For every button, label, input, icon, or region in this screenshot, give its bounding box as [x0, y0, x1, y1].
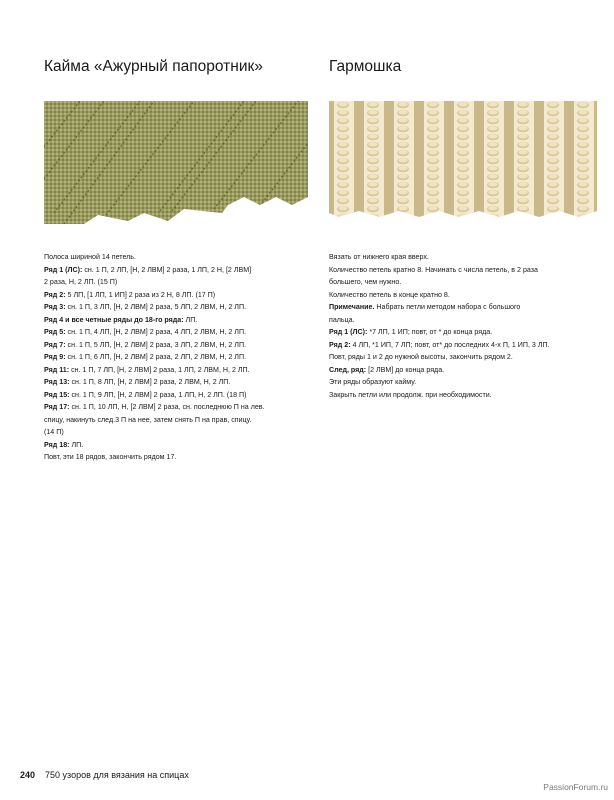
instruction-line: [44, 314, 306, 327]
row-text: Вязать от нижнего края вверх.: [329, 253, 429, 261]
row-text: (14 П): [44, 428, 64, 436]
row-label: Примечание.: [329, 303, 375, 311]
row-text: Набрать петли методом набора с большого: [374, 303, 521, 311]
knit-swatch-fern-border: [44, 101, 308, 224]
instruction-line: [329, 276, 597, 289]
instruction-line: [44, 289, 306, 302]
row-label: Ряд 5:: [44, 328, 66, 336]
instruction-line: [44, 426, 306, 439]
row-text: Полоса шириной 14 петель.: [44, 253, 136, 261]
pattern-title-accordion: Гармошка: [329, 58, 402, 75]
row-label: Ряд 17:: [44, 403, 70, 411]
instruction-line: [44, 276, 306, 289]
row-label: Ряд 2:: [329, 340, 351, 349]
instruction-line: [329, 351, 597, 364]
row-label: Ряд 7:: [44, 340, 66, 349]
row-label: Ряд 15:: [44, 390, 70, 399]
row-text: сн. 1 П, 10 ЛП, Н, [2 ЛВМ] 2 раза, сн. последнюю П на лев.: [69, 403, 265, 411]
row-text: сн. 1 П, 4 ЛП, [Н, 2 ЛВМ] 2 раза, 4 ЛП, 2 ЛВМ, Н, 2 ЛП.: [65, 328, 247, 336]
instruction-line: [44, 451, 306, 464]
row-text: сн. 1 П, 7 ЛП, [Н, 2 ЛВМ] 2 раза, 1 ЛП, 2 ЛВМ, Н, 2 ЛП.: [69, 365, 250, 374]
row-text: сн. 1 П, 6 ЛП, [Н, 2 ЛВМ] 2 раза, 2 ЛП, 2 ЛВМ, Н, 2 ЛП.: [65, 353, 247, 361]
row-text: большего, чем нужно.: [329, 278, 402, 286]
pattern-title-fern-border: Кайма «Ажурный папоротник»: [44, 58, 263, 75]
row-text: сн. 1 П, 8 ЛП, [Н, 2 ЛВМ] 2 раза, 2 ЛВМ, Н, 2 ЛП.: [69, 378, 231, 386]
row-label: Ряд 2:: [44, 290, 66, 299]
row-text: ЛП.: [183, 315, 198, 324]
row-text: 4 ЛП, *1 ИП, 7 ЛП; повт, от* до последних 4-х П, 1 ИП, 3 ЛП.: [350, 340, 550, 349]
row-text: сн. 1 П, 9 ЛП, [Н, 2 ЛВМ] 2 раза, 1 ЛП, Н, 2 ЛП. (18 П): [69, 390, 247, 399]
instruction-line: [44, 351, 306, 364]
row-label: Ряд 11:: [44, 365, 70, 374]
row-label: Ряд 18:: [44, 440, 70, 449]
instruction-line: [329, 389, 597, 402]
instruction-line: [44, 401, 306, 414]
row-text: ЛП.: [69, 440, 84, 449]
instruction-line: [329, 264, 597, 277]
row-text: 2 раза, Н, 2 ЛП. (15 П): [44, 278, 118, 286]
instruction-line: [44, 364, 306, 377]
row-text: [2 ЛВМ] до конца ряда.: [366, 365, 445, 374]
row-text: Количество петель в конце кратно 8.: [329, 290, 450, 299]
watermark: PassionForum.ru: [543, 782, 608, 792]
row-text: сн. 1 П, 5 ЛП, [Н, 2 ЛВМ] 2 раза, 3 ЛП, 2 ЛВМ, Н, 2 ЛП.: [65, 340, 247, 349]
knit-swatch-accordion: [329, 101, 597, 219]
row-label: Ряд 1 (ЛС):: [44, 265, 83, 274]
fern-border-instructions: [44, 251, 306, 464]
row-label: Ряд 9:: [44, 353, 66, 361]
row-text: сн. 1 П, 2 ЛП, [Н, 2 ЛВМ] 2 раза, 1 ЛП, 2 Н, [2 ЛВМ]: [82, 265, 252, 274]
instruction-line: [44, 264, 306, 277]
row-text: спицу, накинуть след.3 П на нее, затем снять П на прав, спицу.: [44, 415, 252, 424]
accordion-instructions: [329, 251, 597, 401]
row-text: 5 ЛП, [1 ЛП, 1 ИП] 2 раза из 2 Н, 8 ЛП. (17 П): [65, 290, 216, 299]
row-label: Ряд 4 и все четные ряды до 18-го ряда:: [44, 315, 184, 324]
page-number: 240: [20, 770, 36, 780]
row-text: пальца.: [329, 315, 355, 324]
book-title: 750 узоров для вязания на спицах: [45, 770, 189, 780]
instruction-line: [329, 326, 597, 339]
instruction-line: [329, 339, 597, 352]
row-text: сн. 1 П, 3 ЛП, [Н, 2 ЛВМ] 2 раза, 5 ЛП, 2 ЛВМ, Н, 2 ЛП.: [65, 303, 247, 311]
instruction-line: [329, 301, 597, 314]
instruction-line: [44, 301, 306, 314]
instruction-line: [44, 414, 306, 427]
instruction-line: [329, 364, 597, 377]
row-text: Количество петель кратно 8. Начинать с числа петель, в 2 раза: [329, 265, 538, 274]
row-text: Повт, эти 18 рядов, закончить рядом 17.: [44, 453, 177, 461]
row-text: *7 ЛП, 1 ИП; повт, от * до конца ряда.: [367, 328, 493, 336]
row-label: Ряд 3:: [44, 303, 66, 311]
row-label: Ряд 1 (ЛС):: [329, 328, 368, 336]
instruction-line: [44, 251, 306, 264]
row-text: Повт, ряды 1 и 2 до нужной высоты, закончить рядом 2.: [329, 353, 513, 361]
instruction-line: [44, 326, 306, 339]
instruction-line: [44, 339, 306, 352]
instruction-line: [329, 376, 597, 389]
instruction-line: [44, 439, 306, 452]
page-footer: [20, 770, 189, 780]
row-text: Эти ряды образуют кайму.: [329, 378, 417, 386]
row-label: След, ряд:: [329, 365, 367, 374]
row-text: Закрыть петли или продолж. при необходимости.: [329, 390, 492, 399]
row-label: Ряд 13:: [44, 378, 70, 386]
instruction-line: [329, 251, 597, 264]
instruction-line: [44, 376, 306, 389]
instruction-line: [329, 289, 597, 302]
instruction-line: [44, 389, 306, 402]
instruction-line: [329, 314, 597, 327]
